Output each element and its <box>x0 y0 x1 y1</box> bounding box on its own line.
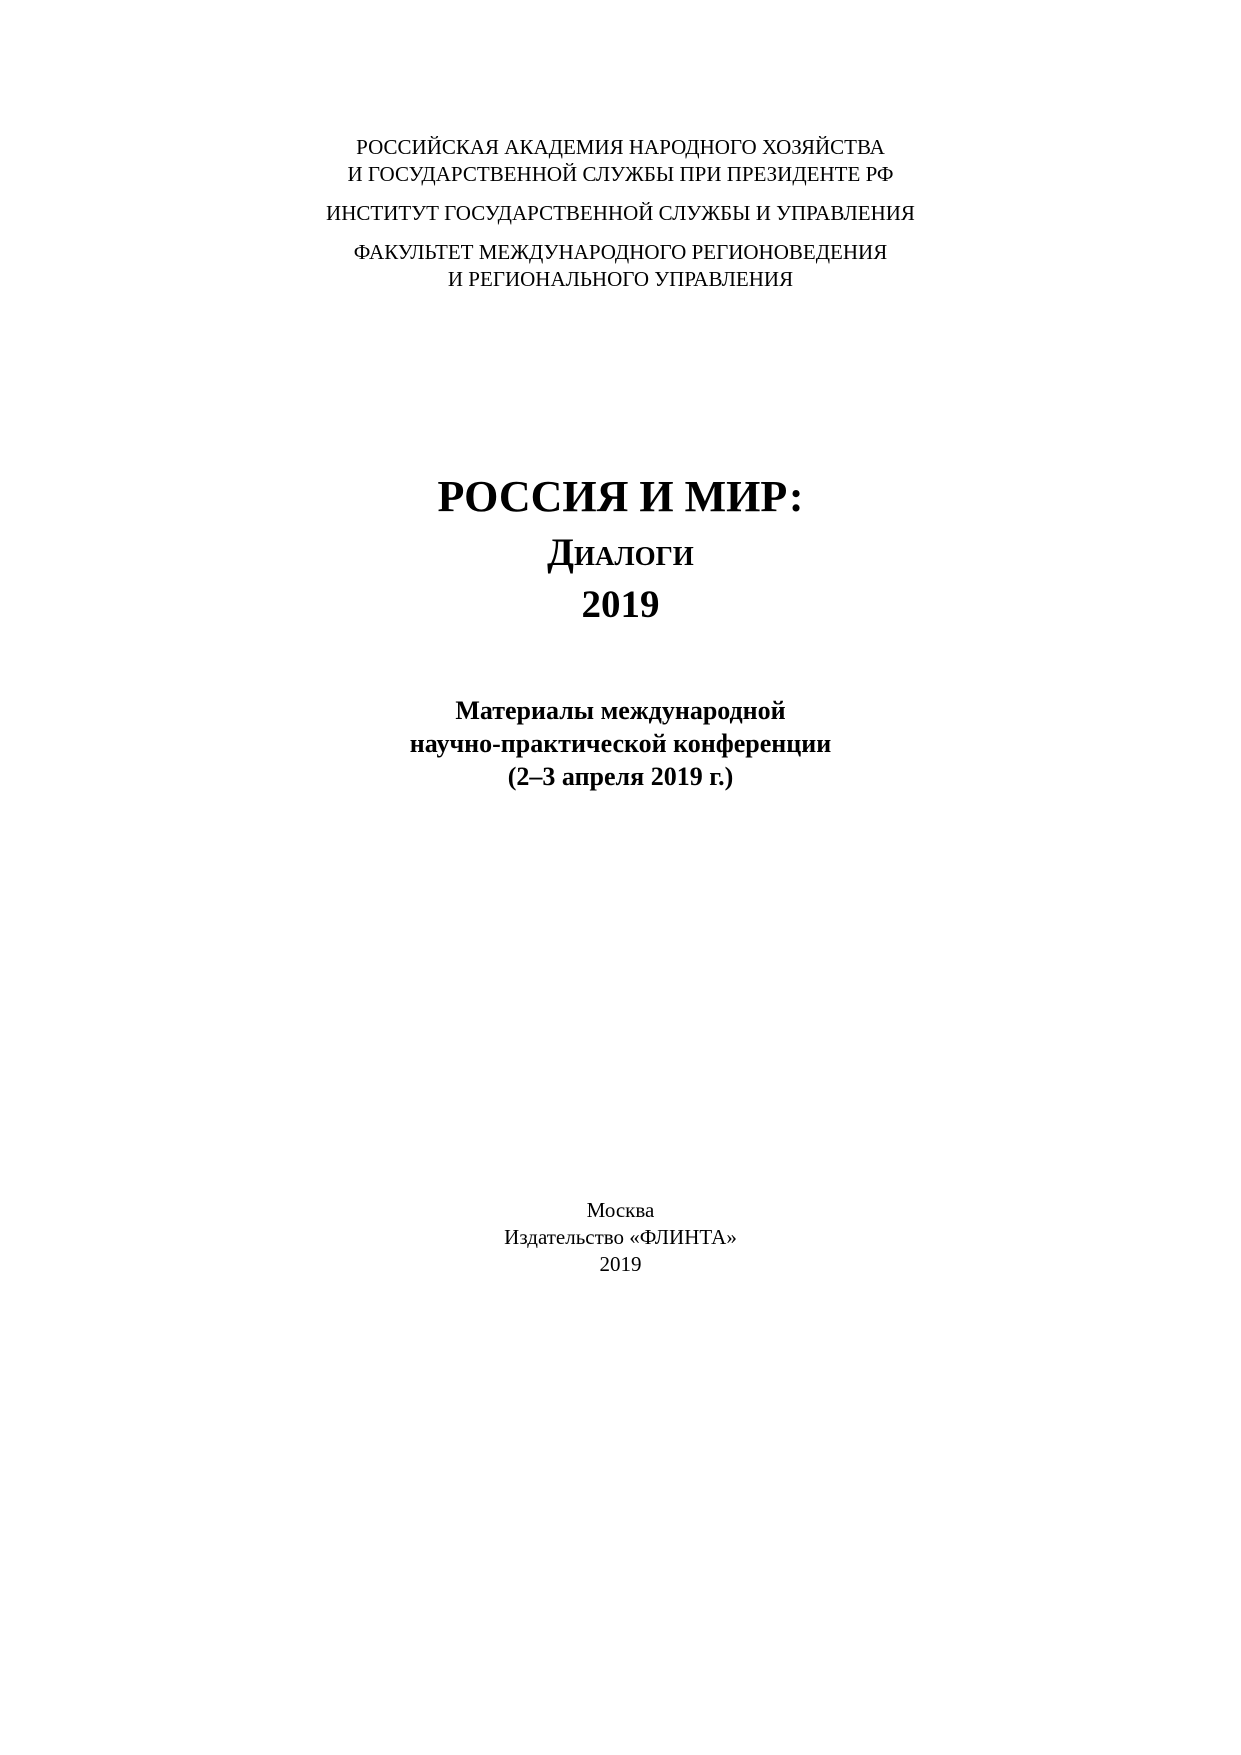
imprint-city: Москва <box>586 1198 655 1222</box>
faculty-name-line-2: И РЕГИОНАЛЬНОГО УПРАВЛЕНИЯ <box>447 267 794 291</box>
conference-dates: (2–3 апреля 2019 г.) <box>507 762 734 791</box>
institute-name: ИНСТИТУТ ГОСУДАРСТВЕННОЙ СЛУЖБЫ И УПРАВЛЕНИЯ <box>326 201 915 225</box>
book-title-subtitle: Диалоги <box>547 531 694 574</box>
imprint-publisher: Издательство «ФЛИНТА» <box>504 1225 737 1249</box>
academy-name-line-2: И ГОСУДАРСТВЕННОЙ СЛУЖБЫ ПРИ ПРЕЗИДЕНТЕ РФ <box>347 162 894 186</box>
conference-line-2: научно-практической конференции <box>409 729 832 758</box>
book-title: РОССИЯ И МИР: <box>437 472 804 521</box>
faculty-name-line-1: ФАКУЛЬТЕТ МЕЖДУНАРОДНОГО РЕГИОНОВЕДЕНИЯ <box>353 240 888 264</box>
imprint-year: 2019 <box>599 1252 642 1276</box>
academy-name-line-1: РОССИЙСКАЯ АКАДЕМИЯ НАРОДНОГО ХОЗЯЙСТВА <box>356 135 885 159</box>
book-title-year: 2019 <box>581 583 660 626</box>
conference-line-1: Материалы международной <box>455 696 786 725</box>
